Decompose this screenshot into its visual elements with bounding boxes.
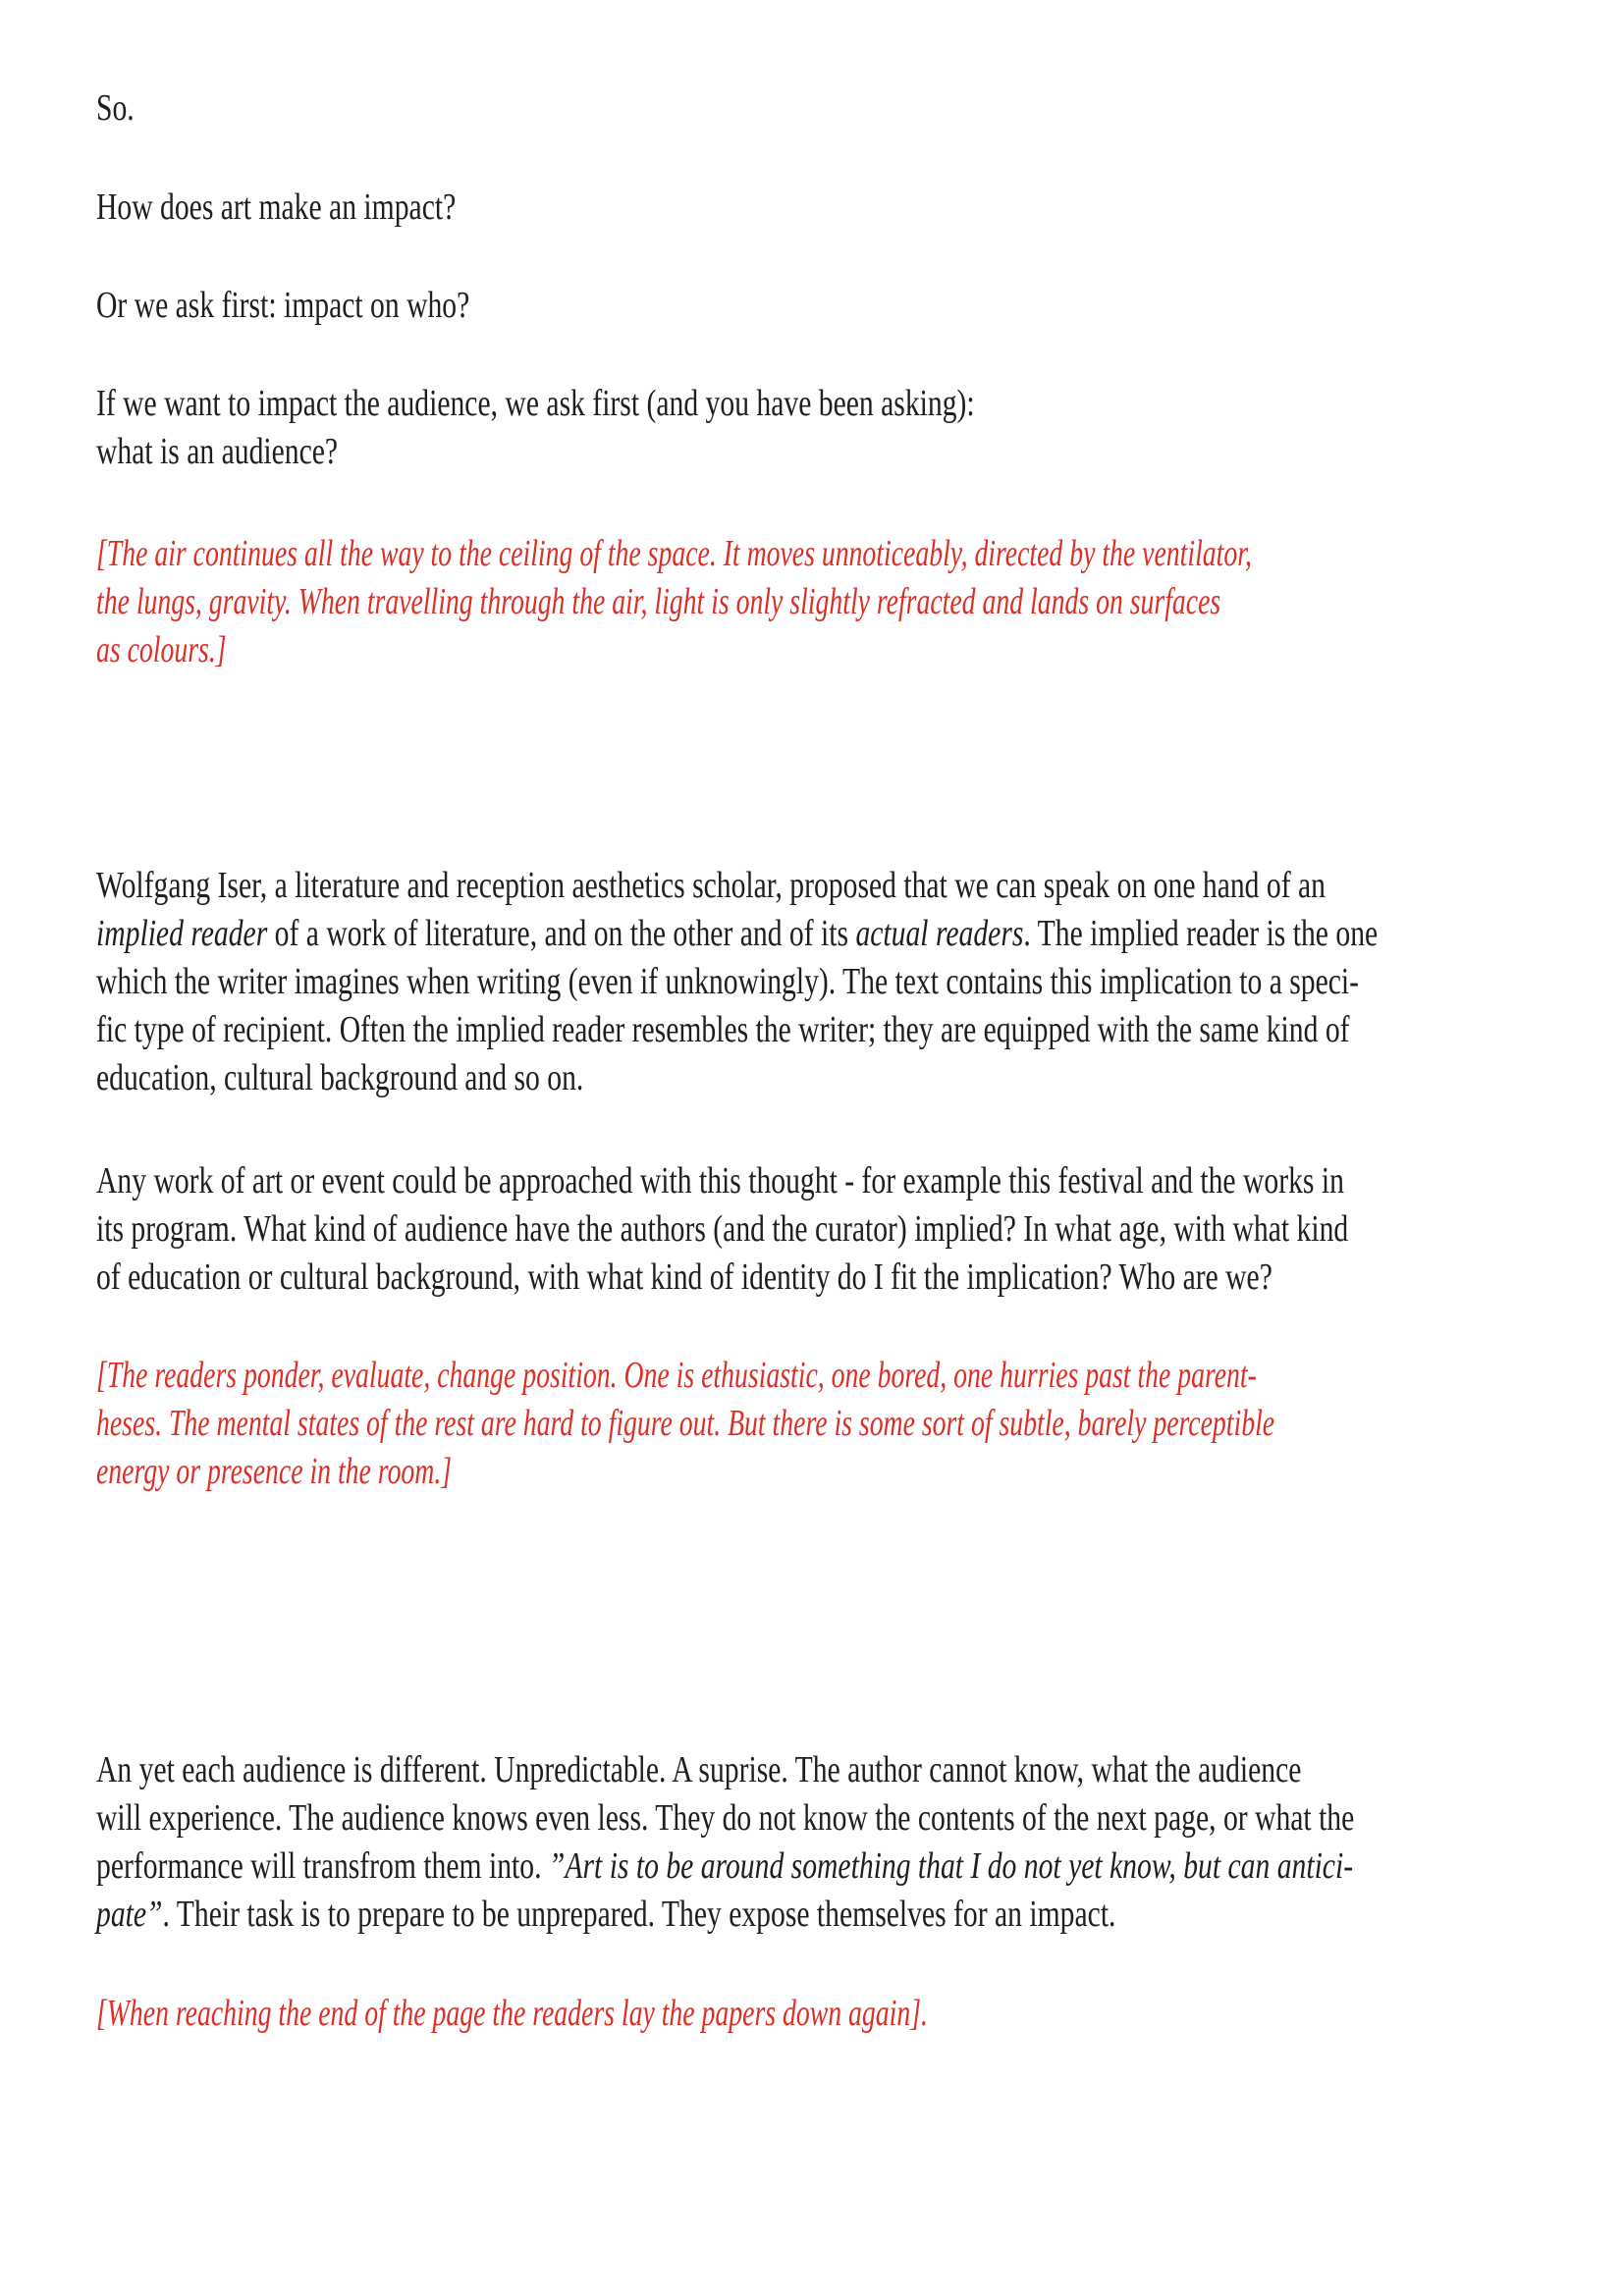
emphasized-text: ”Art is to be around something that I do not yet know, but can antici- xyxy=(548,1845,1354,1887)
text-line xyxy=(96,530,1252,578)
text-run: How does art make an impact? xyxy=(96,187,457,228)
text-line xyxy=(96,282,469,330)
text-run: the lungs, gravity. When travelling through the air, light is only slightly refracted and lands on surfaces xyxy=(96,581,1221,622)
paragraph xyxy=(96,282,575,330)
text-line xyxy=(96,578,1252,626)
text-line xyxy=(96,862,1378,910)
emphasized-text: implied reader xyxy=(96,913,268,954)
text-line xyxy=(96,1205,1348,1254)
text-run: So. xyxy=(96,87,135,129)
text-run: education, cultural background and so on. xyxy=(96,1057,584,1098)
paragraph xyxy=(96,84,145,133)
text-line xyxy=(96,1990,928,2038)
stage-direction xyxy=(96,530,1624,674)
text-line xyxy=(96,1254,1348,1302)
text-line xyxy=(96,1746,1354,1794)
text-line xyxy=(96,1157,1348,1205)
stage-direction xyxy=(96,1990,1235,2038)
text-run: of a work of literature, and on the other and of its xyxy=(267,913,856,954)
text-run: what is an audience? xyxy=(96,431,339,472)
text-run: . The implied reader is the one xyxy=(1023,913,1379,954)
text-run: [The readers ponder, evaluate, change position. One is ethusiastic, one bored, one hurries past the parent- xyxy=(96,1355,1257,1396)
text-run: . Their task is to prepare to be unprepared. They expose themselves for an impact. xyxy=(162,1894,1116,1935)
text-run: Any work of art or event could be approached with this thought - for example this festival and the works in xyxy=(96,1160,1344,1201)
text-run: performance will transfrom them into. xyxy=(96,1845,549,1887)
text-line xyxy=(96,1054,1378,1102)
text-line xyxy=(96,184,456,232)
text-line xyxy=(96,428,975,476)
text-run: heses. The mental states of the rest are hard to figure out. But there is some sort of subtle, barely perceptible xyxy=(96,1403,1275,1444)
text-run: as colours.] xyxy=(96,629,227,670)
paragraph xyxy=(96,184,558,232)
text-line xyxy=(96,1400,1274,1448)
text-line xyxy=(96,1352,1274,1400)
text-line xyxy=(96,1794,1354,1842)
text-run: An yet each audience is different. Unpredictable. A suprise. The author cannot know, what the audience xyxy=(96,1749,1302,1790)
text-run: Wolfgang Iser, a literature and reception aesthetics scholar, proposed that we can speak on one hand of an xyxy=(96,865,1326,906)
text-run: which the writer imagines when writing (even if unknowingly). The text contains this implication to a speci- xyxy=(96,961,1360,1002)
text-line xyxy=(96,1842,1354,1891)
stage-direction xyxy=(96,1352,1624,1496)
text-run: Or we ask first: impact on who? xyxy=(96,285,470,326)
text-run: [The air continues all the way to the ceiling of the space. It moves unnoticeably, directed by the ventilator, xyxy=(96,533,1252,574)
text-line xyxy=(96,910,1378,958)
text-run: its program. What kind of audience have the authors (and the curator) implied? In what age, with what kind xyxy=(96,1208,1349,1250)
text-run: will experience. The audience knows even less. They do not know the contents of the next page, or what the xyxy=(96,1797,1355,1839)
emphasized-text: actual readers xyxy=(855,913,1024,954)
emphasized-text: pate” xyxy=(96,1894,163,1935)
text-run: energy or presence in the room.] xyxy=(96,1451,453,1492)
text-run: If we want to impact the audience, we ask first (and you have been asking): xyxy=(96,383,975,424)
text-line xyxy=(96,958,1378,1006)
text-run: of education or cultural background, with what kind of identity do I fit the implication? Who are we? xyxy=(96,1256,1272,1298)
text-line xyxy=(96,1006,1378,1054)
paragraph xyxy=(96,380,1222,476)
text-line xyxy=(96,380,975,428)
text-line xyxy=(96,626,1252,674)
paragraph xyxy=(96,1157,1624,1302)
text-run: fic type of recipient. Often the implied reader resembles the writer; they are equipped with the same kind of xyxy=(96,1009,1350,1050)
text-line xyxy=(96,1891,1354,1939)
text-line xyxy=(96,1448,1274,1496)
text-line xyxy=(96,84,135,133)
paragraph xyxy=(96,1746,1624,1939)
text-run: [When reaching the end of the page the readers lay the papers down again]. xyxy=(96,1993,928,2034)
paragraph xyxy=(96,862,1624,1102)
